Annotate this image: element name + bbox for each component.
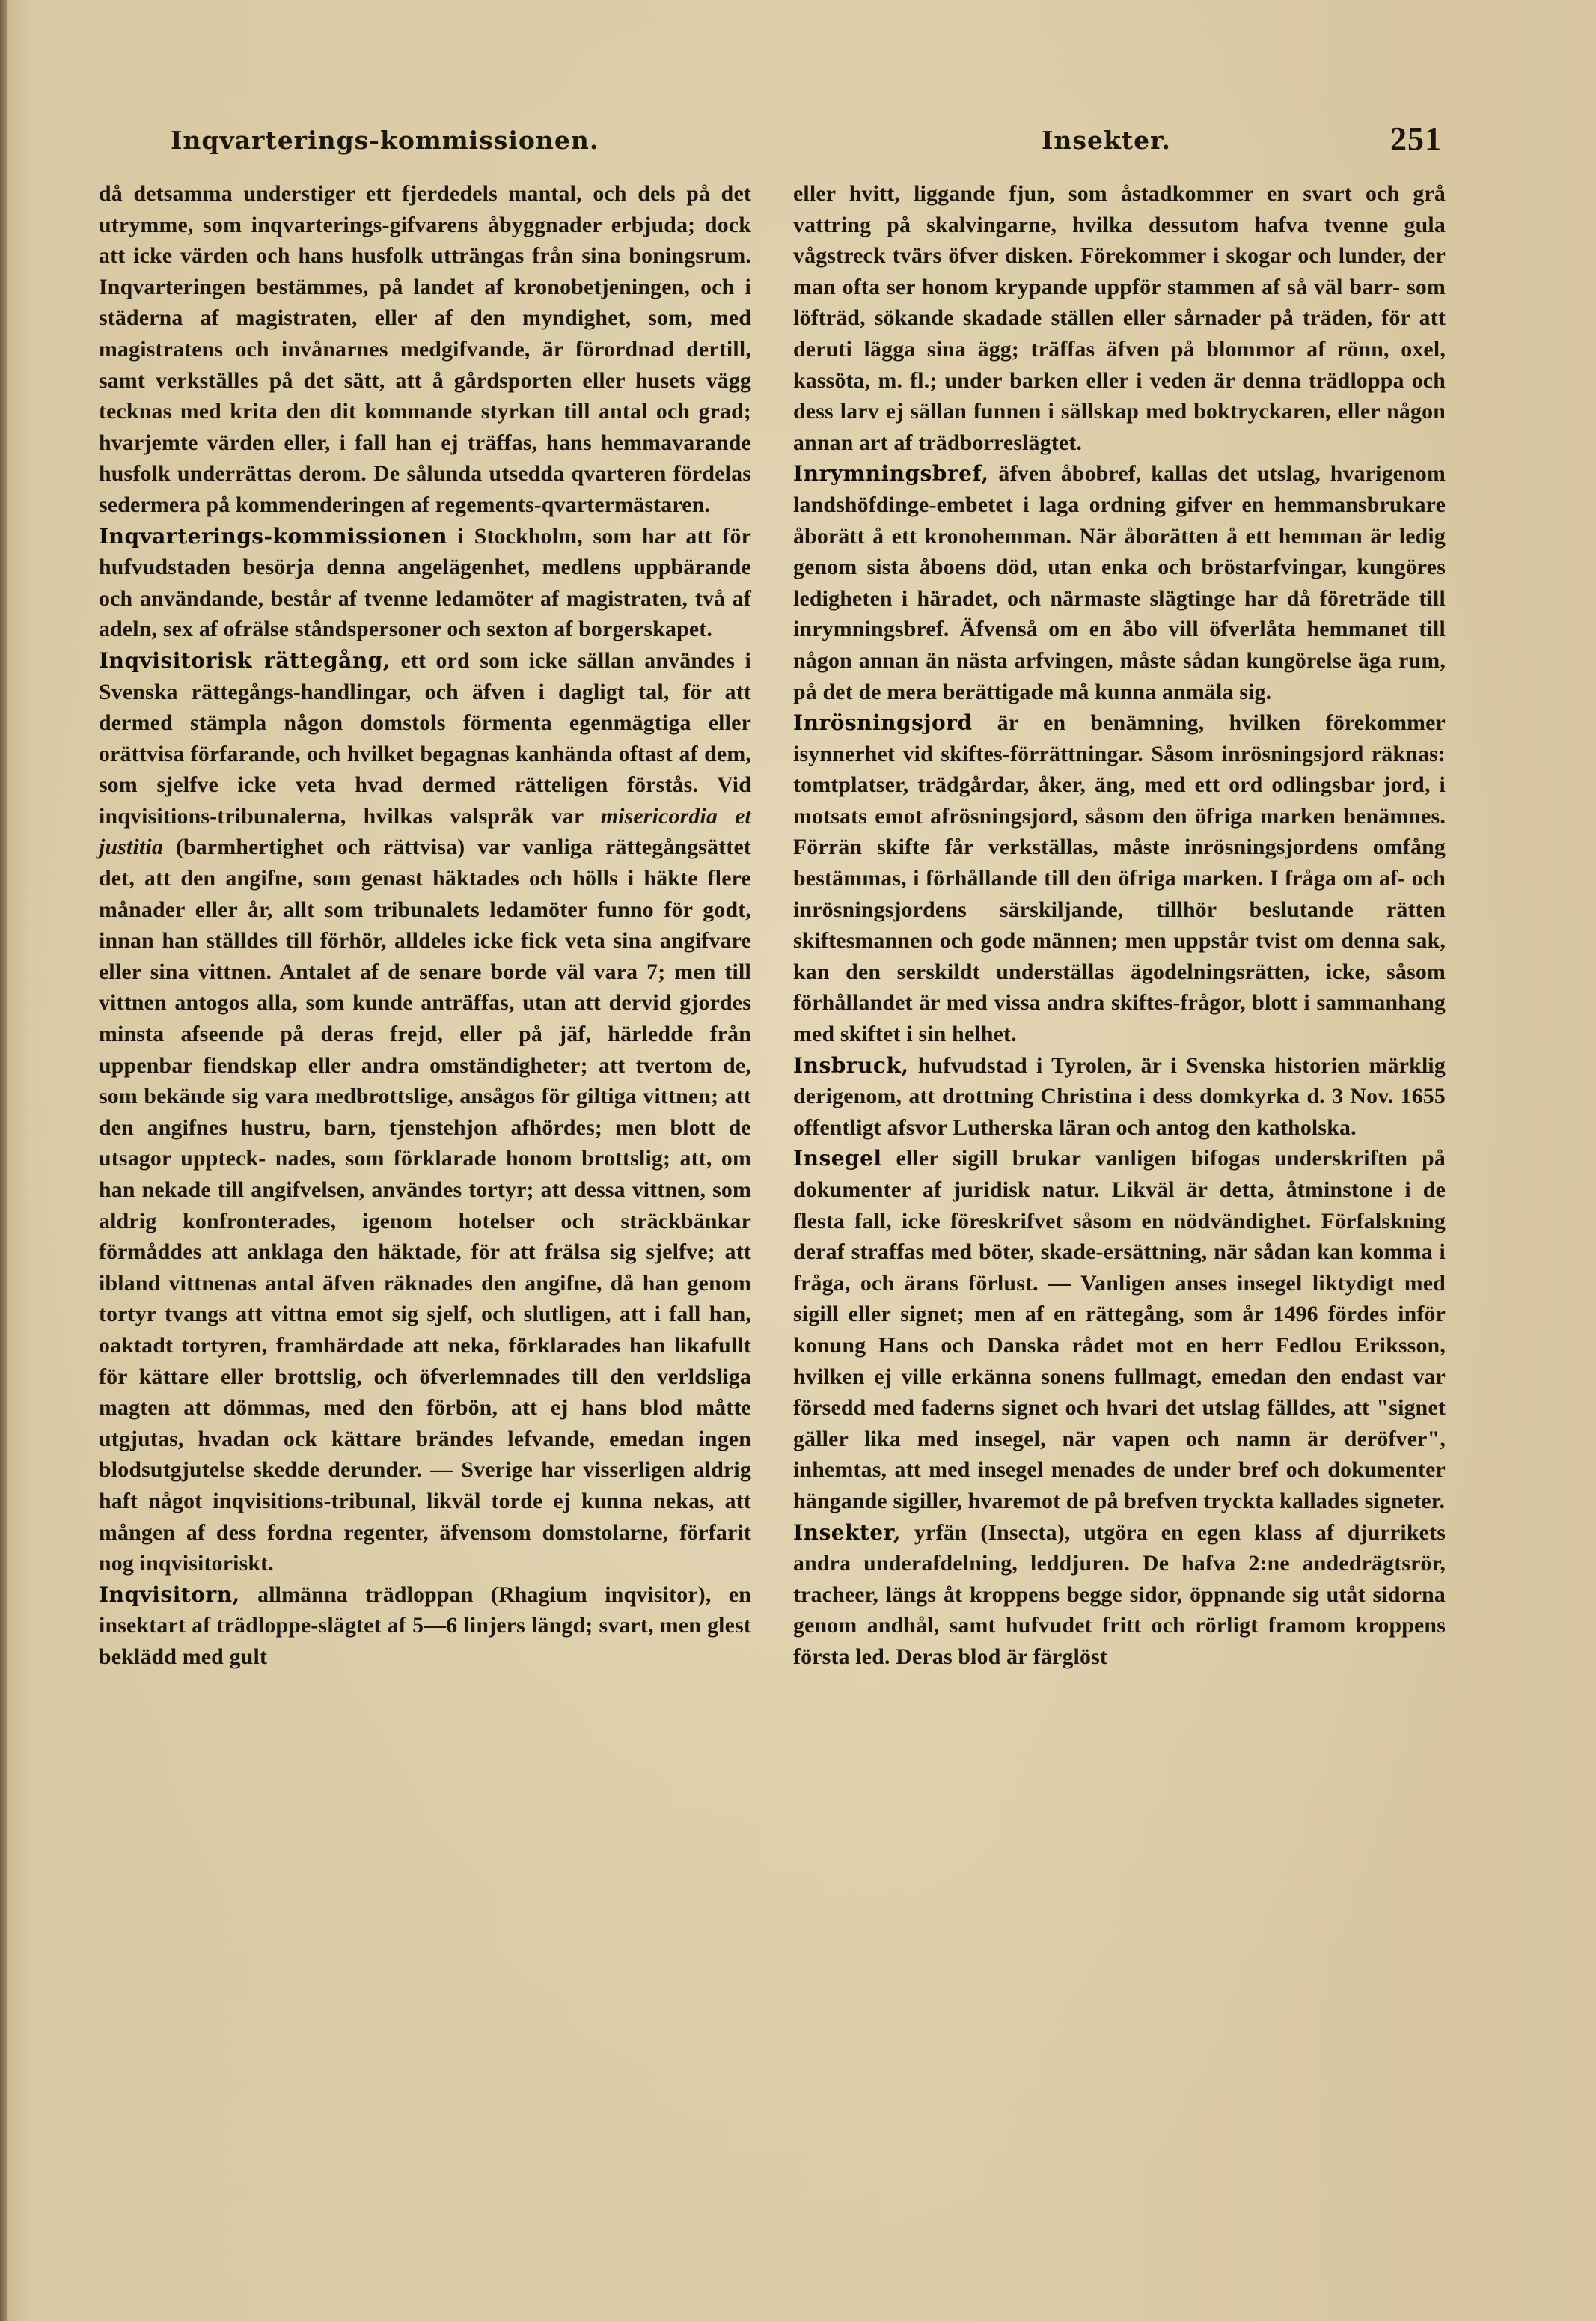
entry-text: (barmhertighet och rättvisa) var vanliga rättegångsättet det, att den angifne, som genast häktades och hölls i häkte flere månader eller år, allt som tribunalets ledamöter funno för godt, innan han ställdes till förhör, alldeles icke fick veta sina angifvare eller sina vittnen. Antalet af de senare borde väl vara 7; men till vittnen antogos alla, som kunde anträffas, utan att dervid gjordes minsta afseende på deras frejd, eller på jäf, härledde från uppenbar fiendskap eller andra omständigheter; att tvertom de, som bekände sig vara medbrottslige, ansågos för giltiga vittnen; att den angifnes hustru, barn, tjenstehjon afhördes; men blott de utsagor uppteck- nades, som förklarade honom brottslig; att, om han nekade till angifvelsen, användes tortyr; att dessa vittnen, som aldrig konfronterades, igenom hotelser och sträckbänkar förmåddes att anklaga den häktade, för att frälsa sig sjelfve; att ibland vittnenas antal äfven räknades den angifne, då han genom tortyr tvangs att vittna emot sig sjelf, och slutligen, att i fall han, oaktadt tortyren, framhärdade att neka, förklarades han likafullt för kättare eller brottslig, och öfverlemnades till den verldsliga magten att dömmas, med den förbön, att ej hans blod måtte utgjutas, hvadan ock kättare brändes lefvande, emedan ingen blodsutgjutelse skedde derunder. — Sverige har visserligen aldrig haft något inqvisitions-tribunal, likväl torde ej kunna nekas, att mången af dess fordna regenter, äfvensom domstolarne, förfarit nog inqvisitoriskt.: [99, 835, 751, 1576]
entry-text: allmänna trädloppan (Rhagium inqvisitor), en insektart af trädloppe-slägtet af 5—6 linjers längd; svart, men glest beklädd med gult: [99, 1582, 751, 1669]
entry-insegel: [793, 1143, 1446, 1516]
entry-insbruck: [793, 1050, 1446, 1144]
entry-headword: Insbruck,: [793, 1052, 909, 1078]
entry-inqvarterings-kommissionen: [99, 521, 751, 645]
left-column: [99, 178, 751, 1673]
entry-headword: Inrymningsbref,: [793, 461, 989, 487]
entry-text: är en benämning, hvilken förekommer isynnerhet vid skiftes-förrättningar. Såsom inrösningsjord räknas: tomtplatser, trädgårdar, åker, äng, med ett ord odlingsbar jord, i motsats emot afrösningsjord, såsom den öfriga marken benämnes. Förrän skifte får verkställas, måste inrösningsjordens omfång bestämmas, i förhållande till den öfriga marken. I fråga om af- och inrösningsjordens särskiljande, tillhör beslutande rätten skiftesmannen och gode männen; men uppstår tvist om denna sak, kan den serskildt underställas ägodelningsrätten, icke, såsom förhållandet är med vissa andra skiftes-frågor, blott i sammanhang med skiftet i sin helhet.: [793, 710, 1446, 1047]
running-head: [0, 121, 1596, 163]
entry-headword: Insekter,: [793, 1519, 902, 1545]
running-head-right: Insekter.: [1042, 126, 1171, 155]
running-head-left: Inqvarterings-kommissionen.: [171, 126, 599, 155]
page-binding-shadow: [0, 0, 7, 2321]
entry-headword: Inrösningsjord: [793, 710, 973, 736]
entry-headword: Insegel: [793, 1146, 882, 1171]
entry-text: äfven åbobref, kallas det utslag, hvarigenom landshöfdinge-embetet i laga ordning gifver en hemmansbrukare åborätt å ett kronohemman. När åborätten å ett hemman är ledig genom sista åboens död, utan enka och bröstarfvingar, kungöres ledigheten i häradet, och närmaste slägtinge har då företräde till inrymningsbref. Äfvenså om en åbo vill öfverlåta hemmanet till någon annan än nästa arfvingen, måste sådan kungörelse äga rum, på det de mera berättigade må kunna anmäla sig.: [793, 461, 1446, 704]
entry-inrosningsjord: [793, 707, 1446, 1050]
entry-headword: Inqvisitorn,: [99, 1582, 240, 1607]
entry-continuation: [793, 178, 1446, 458]
page-number: 251: [1390, 121, 1442, 157]
right-column: [793, 178, 1446, 1673]
entry-insekter: [793, 1517, 1446, 1673]
entry-text: hufvudstad i Tyrolen, är i Svenska historien märklig derigenom, att drottning Christina i dess domkyrka d. 3 Nov. 1655 offentligt afsvor Lutherska läran och antog den katholska.: [793, 1052, 1446, 1140]
entry-inqvisitorn: [99, 1579, 751, 1673]
entry-text: i Stockholm, som har att för hufvudstaden besörja denna angelägenhet, medlens uppbärande och användande, består af tvenne ledamöter af magistraten, två af adeln, sex af ofrälse ståndspersoner och sexton af borgerskapet.: [99, 523, 751, 642]
entry-text: yrfän (Insecta), utgöra en egen klass af djurrikets andra underafdelning, leddjuren. De hafva 2:ne andedrägtsrör, tracheer, längs åt kroppens begge sidor, öppnande sig utåt sidorna genom andhål, samt hufvudet fritt och rörligt framom kroppens första led. Deras blod är färglöst: [793, 1519, 1446, 1669]
entry-continuation: [99, 178, 751, 521]
entry-text: eller hvitt, liggande fjun, som åstadkommer en svart och grå vattring på skalvingarne, hvilka dessutom hafva tvenne gula vågstreck tvärs öfver disken. Förekommer i skogar och lunder, der man ofta ser honom krypande uppför stammen af så väl barr- som löfträd, sökande skadade ställen eller sårnader på träden, för att deruti lägga sina ägg; träffas äfven på blommor af rönn, oxel, kassöta, m. fl.; under barken eller i veden är denna trädloppa och dess larv ej sällan funnen i sällskap med boktryckaren, eller någon annan art af trädborreslägtet.: [793, 181, 1446, 455]
entry-inrymningsbref: [793, 458, 1446, 707]
entry-headword: Inqvarterings-kommissionen: [99, 523, 447, 549]
entry-text: eller sigill brukar vanligen bifogas underskriften på dokumenter af juridisk natur. Likväl är detta, åtminstone i de flesta fall, icke föreskrifvet såsom en nödvändighet. Förfalskning deraf straffas med böter, skade-ersättning, när sådan kan komma i fråga, och ärans förlust. — Vanligen anses insegel liktydigt med sigill eller signet; men af en rättegång, som år 1496 fördes inför konung Hans och Danska rådet mot en herr Fedlou Eriksson, hvilken ej ville erkänna sonens fullmagt, emedan den endast var försedd med faderns signet och hvari det utslag fälldes, att "signet gäller lika med insegel, när vapen och namn är deröfver", inhemtas, att med insegel menades de under bref och dokumenter hängande sigiller, hvaremot de på brefven tryckta kallades signeter.: [793, 1146, 1446, 1513]
entry-inqvisitorisk-rattegang: [99, 645, 751, 1579]
entry-text: ett ord som icke sällan användes i Svenska rättegångs-handlingar, och äfven i dagligt tal, för att dermed stämpla någon domstols förmenta egenmägtiga eller orättvisa förfarande, och hvilket begagnas kanhända oftast af dem, som sjelfve icke veta hvad dermed rätteligen förstås. Vid inqvisitions-tribunalerna, hvilkas valspråk var: [99, 647, 752, 829]
entry-headword: Inqvisitorisk rättegång,: [99, 647, 391, 673]
entry-italic-motto: misericordia et justitia: [99, 803, 751, 860]
entry-text: då detsamma understiger ett fjerdedels mantal, och dels på det utrymme, som inqvarterings-gifvarens åbyggnader erbjuda; dock att icke värden och hans husfolk utträngas från sina boningsrum. Inqvarteringen bestämmes, på landet af kronobetjeningen, och i städerna af magistraten, eller af den myndighet, som, med magistratens och invånarnes medgifvande, är förordnad dertill, samt verkställes på det sätt, att å gårdsporten eller husets vägg tecknas med krita den dit kommande styrkan till antal och grad; hvarjemte värden eller, i fall han ej träffas, hans hemmavarande husfolk underrättas derom. De sålunda utsedda qvarteren fördelas sedermera på kommenderingen af regements-qvartermästaren.: [99, 181, 751, 517]
